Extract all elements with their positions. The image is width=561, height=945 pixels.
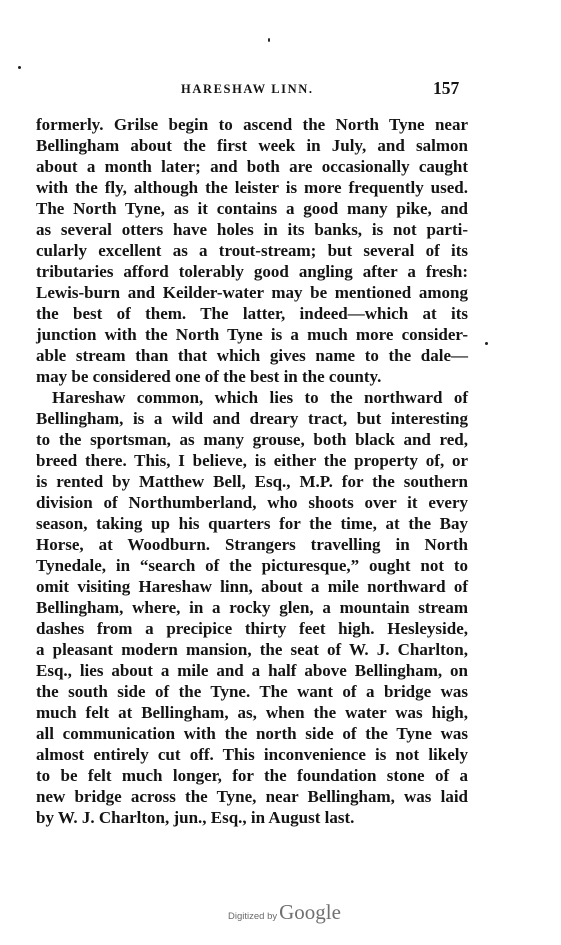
digitized-label: Digitized by bbox=[228, 911, 278, 922]
text-line: able stream than that which gives name to the dale— bbox=[36, 346, 468, 365]
text-line: Lewis-burn and Keilder-water may be mentioned among bbox=[36, 283, 468, 302]
text-line: the south side of the Tyne. The want of a bridge was bbox=[36, 682, 468, 701]
text-line: is rented by Matthew Bell, Esq., M.P. for the southern bbox=[36, 472, 468, 491]
text-line: breed there. This, I believe, is either the property of, or bbox=[36, 451, 468, 470]
text-line: with the fly, although the leister is more frequently used. bbox=[36, 178, 468, 197]
text-line: by W. J. Charlton, jun., Esq., in August last. bbox=[36, 808, 355, 827]
ink-speck bbox=[18, 66, 21, 69]
running-title: HARESHAW LINN. bbox=[181, 82, 314, 96]
text-line: season, taking up his quarters for the time, at the Bay bbox=[36, 514, 468, 533]
text-line: dashes from a precipice thirty feet high. Hesleyside, bbox=[36, 619, 468, 638]
text-line: Bellingham about the first week in July, and salmon bbox=[36, 136, 468, 155]
text-line: to the sportsman, as many grouse, both black and red, bbox=[36, 430, 468, 449]
text-line: all communication with the north side of the Tyne was bbox=[36, 724, 468, 743]
text-line: the best of them. The latter, indeed—which at its bbox=[36, 304, 468, 323]
page-number: 157 bbox=[433, 78, 460, 98]
ink-speck bbox=[485, 342, 488, 345]
text-line: Horse, at Woodburn. Strangers travelling in North bbox=[36, 535, 468, 554]
text-line: about a month later; and both are occasionally caught bbox=[36, 157, 468, 176]
text-line: junction with the North Tyne is a much more consider- bbox=[36, 325, 468, 344]
body-text bbox=[36, 114, 468, 828]
text-line: Bellingham, where, in a rocky glen, a mountain stream bbox=[36, 598, 468, 617]
text-line: tributaries afford tolerably good angling after a fresh: bbox=[36, 262, 468, 281]
text-line: cularly excellent as a trout-stream; but several of its bbox=[36, 241, 468, 260]
text-line: division of Northumberland, who shoots over it every bbox=[36, 493, 468, 512]
text-line: Esq., lies about a mile and a half above Bellingham, on bbox=[36, 661, 468, 680]
text-line: almost entirely cut off. This inconvenience is not likely bbox=[36, 745, 468, 764]
text-line: Hareshaw common, which lies to the northward of bbox=[52, 388, 468, 407]
text-line: to be felt much longer, for the foundation stone of a bbox=[36, 766, 468, 785]
text-line: omit visiting Hareshaw linn, about a mile northward of bbox=[36, 577, 468, 596]
google-logo: Google bbox=[279, 900, 341, 924]
text-line: a pleasant modern mansion, the seat of W. J. Charlton, bbox=[36, 640, 468, 659]
text-line: The North Tyne, as it contains a good many pike, and bbox=[36, 199, 468, 218]
running-head bbox=[0, 78, 561, 102]
ink-speck bbox=[268, 38, 270, 42]
text-line: as several otters have holes in its banks, is not parti- bbox=[36, 220, 468, 239]
text-line: may be considered one of the best in the county. bbox=[36, 367, 382, 386]
text-line: much felt at Bellingham, as, when the water was high, bbox=[36, 703, 468, 722]
text-line: formerly. Grilse begin to ascend the North Tyne near bbox=[36, 115, 468, 134]
text-line: Bellingham, is a wild and dreary tract, but interesting bbox=[36, 409, 468, 428]
digitized-watermark bbox=[228, 900, 341, 924]
text-line: Tynedale, in “search of the picturesque,” ought not to bbox=[36, 556, 468, 575]
text-line: new bridge across the Tyne, near Bellingham, was laid bbox=[36, 787, 468, 806]
